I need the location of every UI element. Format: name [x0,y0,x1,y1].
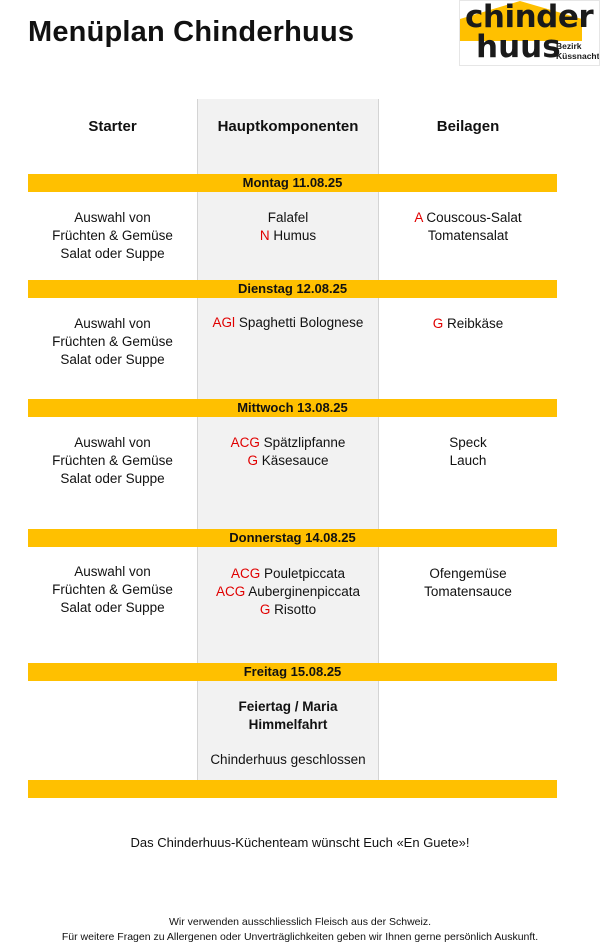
allergen-code: G [247,452,258,468]
starter-wednesday [28,434,197,487]
starter-line: Salat oder Suppe [60,351,165,367]
logo-subtitle [556,41,599,61]
dish-line [197,314,379,332]
starter-line: Auswahl von [74,316,151,331]
dish-line [379,315,557,333]
day-bar-monday: Montag 11.08.25 [28,174,557,192]
logo-word-chinder: chinder [465,0,594,35]
starter-line: Salat oder Suppe [60,470,165,486]
starter-line: Früchten & Gemüse [52,452,173,468]
dish-line [197,209,379,227]
dish-line [379,565,557,583]
footer-line-1: Wir verwenden ausschliesslich Fleisch aus der Schweiz. [168,916,432,928]
dish-line [197,452,379,470]
dish-name: Humus [273,227,317,243]
starter-line: Salat oder Suppe [60,599,165,615]
starter-line: Auswahl von [74,435,151,450]
dish-name: Pouletpiccata [263,566,346,581]
starter-monday [28,209,197,262]
dish-name: Auberginenpiccata [248,583,361,599]
dish-name: Lauch [449,452,487,468]
chinderhuus-logo [459,0,600,66]
starter-tuesday [28,315,197,368]
dish-line [379,434,557,452]
sides-wednesday [379,434,557,470]
holiday-line: Feiertag / Maria [238,699,338,714]
dish-line [197,434,379,452]
starter-line: Früchten & Gemüse [52,227,173,243]
sides-thursday [379,565,557,601]
allergen-code: AGl [212,315,236,330]
dish-name: Ofengemüse [429,566,507,581]
dish-line [197,565,379,583]
greeting-text: Das Chinderhuus-Küchenteam wünscht Euch «En Guete»! [130,835,470,850]
starter-thursday [28,563,197,616]
dish-name: Tomatensalat [427,227,509,243]
allergen-code: ACG [215,583,246,599]
main-wednesday [197,434,379,470]
starter-line: Früchten & Gemüse [52,333,173,349]
dish-name: Couscous-Salat [426,210,522,225]
dish-name: Käsesauce [261,452,329,468]
allergen-code: N [259,227,270,243]
dish-line [379,209,557,227]
dish-line [197,227,379,245]
dish-name: Tomatensauce [424,583,512,599]
column-header-sides: Beilagen [436,118,500,135]
dish-line [379,227,557,245]
page-title: Menüplan Chinderhuus [28,16,355,48]
dish-line [197,583,379,601]
sides-tuesday [379,315,557,333]
dish-line [379,452,557,470]
allergen-code: G [259,601,271,617]
dish-name: Risotto [274,601,317,617]
starter-line: Früchten & Gemüse [52,581,173,597]
dish-name: Falafel [267,210,309,225]
day-bar-thursday: Donnerstag 14.08.25 [28,529,557,547]
holiday-line: Himmelfahrt [248,716,328,732]
footer-line-2: Für weitere Fragen zu Allergenen oder Unverträglichkeiten geben wir Ihnen gerne persönlich Auskunft. [61,931,539,943]
dish-line [197,601,379,619]
dish-name: Spätzlipfanne [263,435,346,450]
holiday-notice [197,698,379,734]
logo-word-huus: huus [476,29,561,65]
dish-name: Speck [449,435,487,450]
allergen-code: ACG [230,566,261,581]
starter-line: Auswahl von [74,564,151,579]
starter-line: Salat oder Suppe [60,245,165,261]
logo-sub-kuessnacht: Küssnacht [556,51,600,61]
dish-line [379,583,557,601]
sides-monday [379,209,557,245]
main-thursday [197,565,379,618]
starter-line: Auswahl von [74,210,151,225]
column-header-main: Hauptkomponenten [217,118,359,135]
closed-notice: Chinderhuus geschlossen [210,752,366,767]
allergen-code: ACG [230,435,260,450]
main-monday [197,209,379,245]
day-bar-tuesday: Dienstag 12.08.25 [28,280,557,298]
allergen-code: A [414,210,423,225]
main-tuesday [197,314,379,332]
dish-name: Spaghetti Bolognese [238,315,364,330]
day-bar-wednesday: Mittwoch 13.08.25 [28,399,557,417]
logo-sub-bezirk: Bezirk [556,41,582,51]
dish-name: Reibkäse [447,316,504,331]
column-header-starter: Starter [88,118,137,135]
closing-bar [28,780,557,798]
day-bar-friday: Freitag 15.08.25 [28,663,557,681]
allergen-code: G [432,316,444,331]
